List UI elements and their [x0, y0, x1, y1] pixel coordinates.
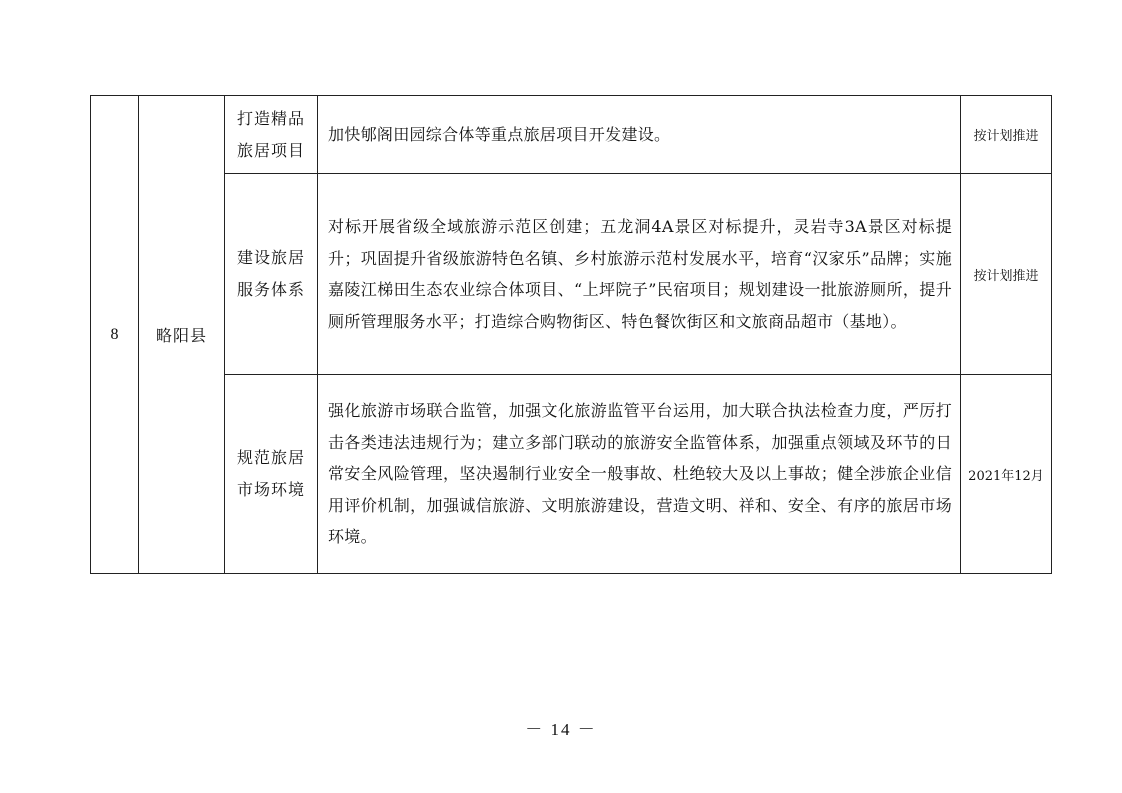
task-name-cell	[225, 96, 318, 174]
task-name-line: 旅居项目	[236, 140, 305, 160]
task-name-cell	[225, 174, 318, 375]
task-content-cell: 加快郇阁田园综合体等重点旅居项目开发建设。	[318, 96, 961, 174]
task-content-cell: 强化旅游市场联合监管，加强文化旅游监管平台运用，加大联合执法检查力度，严厉打击各类违法违规行为；建立多部门联动的旅游安全监管体系，加强重点领域及环节的日常安全风险管理，坚决遏制行业安全一般事故、杜绝较大及以上事故；健全涉旅企业信用评价机制，加强诚信旅游、文明旅游建设，营造文明、祥和、安全、有序的旅居市场环境。	[318, 375, 961, 574]
row-number-cell: 8	[91, 96, 139, 574]
page-number: － 14 －	[525, 720, 597, 739]
table-row	[91, 96, 1052, 174]
task-name-line: 建设旅居	[236, 248, 305, 267]
task-content-cell: 对标开展省级全域旅游示范区创建；五龙洞4A景区对标提升，灵岩寺3A景区对标提升；巩固提升省级旅游特色名镇、乡村旅游示范村发展水平，培育“汉家乐”品牌；实施嘉陵江梯田生态农业综合体项目、“上坪院子”民宿项目；规划建设一批旅游厕所，提升厕所管理服务水平；打造综合购物街区、特色餐饮街区和文旅商品超市（基地）。	[318, 174, 961, 375]
timeline-cell: 2021年12月	[961, 375, 1052, 574]
county-cell: 略阳县	[139, 96, 225, 574]
task-name-line: 市场环境	[236, 480, 305, 499]
task-name-line: 规范旅居	[236, 448, 305, 467]
timeline-cell: 按计划推进	[961, 96, 1052, 174]
task-name-line: 服务体系	[236, 280, 305, 299]
plan-table	[90, 95, 1052, 574]
task-name-cell	[225, 375, 318, 574]
timeline-cell: 按计划推进	[961, 174, 1052, 375]
table-row	[91, 174, 1052, 375]
table-row	[91, 375, 1052, 574]
task-name-line: 打造精品	[236, 108, 305, 128]
